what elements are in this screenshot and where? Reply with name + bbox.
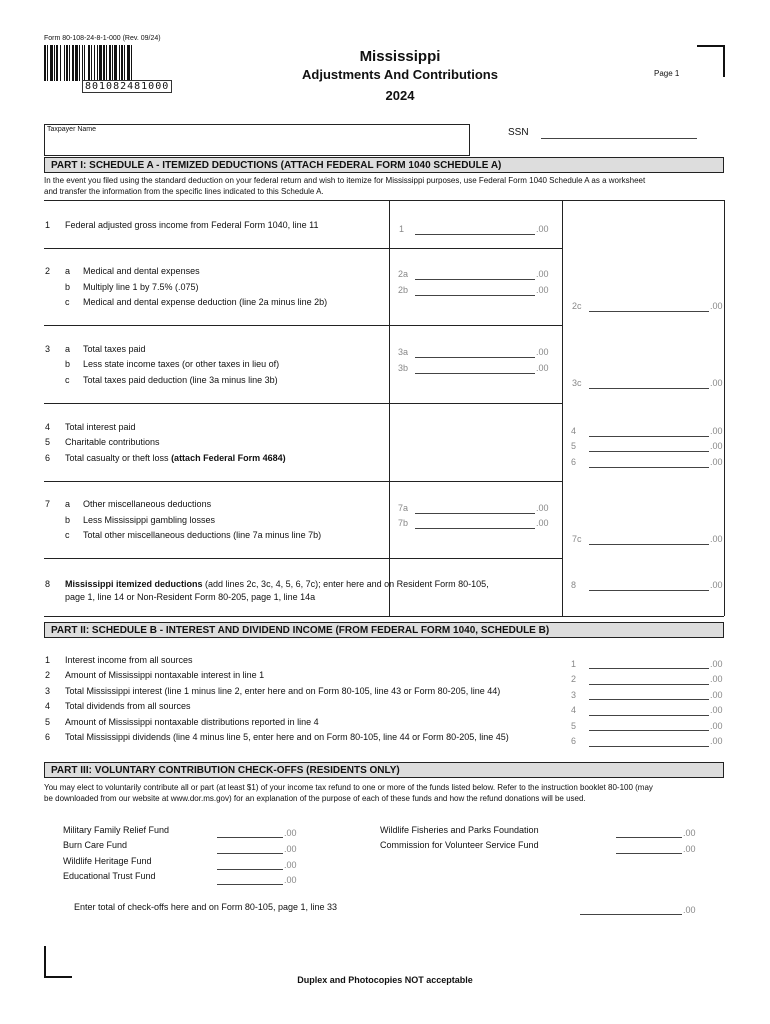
cents: .00 [536, 285, 549, 295]
part3-instructions-2: be downloaded from our website at www.dor.ms.gov) for an explanation of the purpose of each of these funds and how the refund donations will be used. [44, 794, 586, 803]
line-number: 4 [45, 422, 51, 432]
barcode [44, 45, 206, 81]
box-label: 7b [398, 518, 409, 528]
fund-wildlife-fisheries-parks: Wildlife Fisheries and Parks Foundation [380, 825, 539, 835]
box-label: 1 [571, 659, 577, 669]
part2-line-5-label: Amount of Mississippi nontaxable distributions reported in line 4 [65, 717, 319, 727]
line-1-label: Federal adjusted gross income from Federal Form 1040, line 11 [65, 220, 319, 230]
line-1-input[interactable] [415, 234, 535, 235]
box-label: 4 [571, 705, 577, 715]
box-label: 2c [572, 301, 582, 311]
cents: .00 [536, 269, 549, 279]
line-letter: c [65, 530, 70, 540]
fund-military-family-relief: Military Family Relief Fund [63, 825, 170, 835]
fund-military-family-relief-input[interactable] [217, 837, 283, 838]
box-label: 3c [572, 378, 582, 388]
line-7c-label: Total other miscellaneous deductions (line 7a minus line 7b) [83, 530, 322, 540]
box-label: 5 [571, 721, 577, 731]
box-label: 2 [571, 674, 577, 684]
line-7b-label: Less Mississippi gambling losses [83, 515, 216, 525]
cents: .00 [710, 301, 723, 311]
fund-wildlife-fisheries-parks-input[interactable] [616, 837, 682, 838]
box-label: 7a [398, 503, 409, 513]
line-letter: b [65, 515, 71, 525]
line-3c-input[interactable] [589, 388, 709, 389]
part3-instructions-1: You may elect to voluntarily contribute all or part (at least $1) of your income tax refund to one or more of the funds listed below. Refer to the instruction booklet 80-100 (may [44, 783, 653, 792]
line-number: 7 [45, 499, 51, 509]
line-5-input[interactable] [589, 451, 709, 452]
line-letter: c [65, 375, 70, 385]
form-title-state: Mississippi [359, 48, 441, 65]
box-label: 7c [572, 534, 582, 544]
part2-line-1-label: Interest income from all sources [65, 655, 193, 665]
line-letter: a [65, 266, 71, 276]
box-label: 5 [571, 441, 577, 451]
cents: .00 [536, 363, 549, 373]
line-number: 2 [45, 266, 51, 276]
checkoff-total-input[interactable] [580, 914, 682, 915]
line-number: 6 [45, 453, 51, 463]
line-letter: b [65, 282, 71, 292]
line-8-label: Mississippi itemized deductions (add lines 2c, 3c, 4, 5, 6, 7c); enter here and on Resident Form 80-105, [65, 579, 489, 589]
cents: .00 [710, 659, 723, 669]
form-id: Form 80-108-24-8-1-000 (Rev. 09/24) [44, 35, 161, 42]
part2-line-5-input[interactable] [589, 730, 709, 731]
part2-line-1-input[interactable] [589, 668, 709, 669]
line-4-input[interactable] [589, 436, 709, 437]
fund-educational-trust: Educational Trust Fund [63, 871, 156, 881]
line-number: 6 [45, 732, 51, 742]
line-letter: c [65, 297, 70, 307]
corner-mark-top-right [697, 45, 725, 77]
cents: .00 [536, 518, 549, 528]
form-title: Adjustments And Contributions [302, 67, 498, 82]
cents: .00 [284, 860, 297, 870]
part2-line-4-input[interactable] [589, 715, 709, 716]
box-label: 1 [399, 224, 405, 234]
part2-line-3-label: Total Mississippi interest (line 1 minus line 2, enter here and on Form 80-105, line 43 or Form 80-205, line 44) [65, 686, 501, 696]
line-letter: b [65, 359, 71, 369]
part2-line-6-input[interactable] [589, 746, 709, 747]
line-2b-input[interactable] [415, 295, 535, 296]
box-label: 2b [398, 285, 409, 295]
box-label: 6 [571, 457, 577, 467]
line-3a-label: Total taxes paid [83, 344, 146, 354]
taxpayer-name-label: Taxpayer Name [47, 126, 97, 133]
fund-wildlife-heritage: Wildlife Heritage Fund [63, 856, 152, 866]
part2-line-6-label: Total Mississippi dividends (line 4 minus line 5, enter here and on Form 80-105, line 44 or Form 80-205, line 45) [65, 732, 509, 742]
box-label: 3 [571, 690, 577, 700]
cents: .00 [284, 828, 297, 838]
corner-mark-bottom-left [44, 946, 72, 978]
cents: .00 [536, 503, 549, 513]
cents: .00 [710, 378, 723, 388]
part2-line-3-input[interactable] [589, 699, 709, 700]
fund-burn-care: Burn Care Fund [63, 840, 128, 850]
line-number: 1 [45, 220, 51, 230]
line-number: 3 [45, 344, 51, 354]
line-number: 4 [45, 701, 51, 711]
part2-heading: PART II: SCHEDULE B - INTEREST AND DIVIDEND INCOME (FROM FEDERAL FORM 1040, SCHEDULE B) [44, 622, 724, 638]
fund-wildlife-heritage-input[interactable] [217, 869, 283, 870]
form-year: 2024 [385, 88, 415, 103]
fund-educational-trust-input[interactable] [217, 884, 283, 885]
line-number: 2 [45, 670, 51, 680]
line-7c-input[interactable] [589, 544, 709, 545]
line-8-input[interactable] [589, 590, 709, 591]
fund-volunteer-service: Commission for Volunteer Service Fund [380, 840, 539, 850]
line-3c-label: Total taxes paid deduction (line 3a minus line 3b) [83, 375, 278, 385]
line-3b-label: Less state income taxes (or other taxes in lieu of) [83, 359, 280, 369]
ssn-field[interactable] [541, 138, 697, 139]
line-number: 1 [45, 655, 51, 665]
line-7a-label: Other miscellaneous deductions [83, 499, 212, 509]
line-7b-input[interactable] [415, 528, 535, 529]
cents: .00 [284, 875, 297, 885]
cents: .00 [683, 905, 696, 915]
line-number: 5 [45, 437, 51, 447]
part3-heading: PART III: VOLUNTARY CONTRIBUTION CHECK-OFFS (RESIDENTS ONLY) [44, 762, 724, 778]
part2-line-4-label: Total dividends from all sources [65, 701, 191, 711]
cents: .00 [710, 736, 723, 746]
line-number: 3 [45, 686, 51, 696]
taxpayer-name-field[interactable] [44, 124, 470, 156]
cents: .00 [284, 844, 297, 854]
part1-heading: PART I: SCHEDULE A - ITEMIZED DEDUCTIONS (ATTACH FEDERAL FORM 1040 SCHEDULE A) [44, 157, 724, 173]
cents: .00 [710, 534, 723, 544]
cents: .00 [683, 828, 696, 838]
cents: .00 [536, 224, 549, 234]
line-number: 8 [45, 579, 51, 589]
line-3b-input[interactable] [415, 373, 535, 374]
line-4-label: Total interest paid [65, 422, 136, 432]
box-label: 4 [571, 426, 577, 436]
line-5-label: Charitable contributions [65, 437, 160, 447]
cents: .00 [710, 721, 723, 731]
cents: .00 [710, 580, 723, 590]
line-letter: a [65, 499, 71, 509]
fund-burn-care-input[interactable] [217, 853, 283, 854]
line-3a-input[interactable] [415, 357, 535, 358]
line-2a-label: Medical and dental expenses [83, 266, 200, 276]
line-2a-input[interactable] [415, 279, 535, 280]
cents: .00 [710, 457, 723, 467]
footer-note: Duplex and Photocopies NOT acceptable [297, 975, 473, 985]
line-6-input[interactable] [589, 467, 709, 468]
barcode-number: 801082481000 [82, 80, 172, 93]
box-label: 3b [398, 363, 409, 373]
box-label: 3a [398, 347, 409, 357]
fund-volunteer-service-input[interactable] [616, 853, 682, 854]
line-8-label-2: page 1, line 14 or Non-Resident Form 80-205, page 1, line 14a [65, 592, 316, 602]
box-label: 2a [398, 269, 409, 279]
box-label: 6 [571, 736, 577, 746]
line-number: 5 [45, 717, 51, 727]
cents: .00 [536, 347, 549, 357]
cents: .00 [710, 426, 723, 436]
checkoff-total-label: Enter total of check-offs here and on Form 80-105, page 1, line 33 [74, 902, 337, 912]
ssn-label: SSN [508, 127, 529, 138]
part1-instructions-2: and transfer the information from the specific lines indicated to this Schedule A. [44, 187, 324, 196]
part2-line-2-label: Amount of Mississippi nontaxable interest in line 1 [65, 670, 265, 680]
cents: .00 [710, 441, 723, 451]
line-2c-label: Medical and dental expense deduction (line 2a minus line 2b) [83, 297, 328, 307]
box-label: 8 [571, 580, 577, 590]
cents: .00 [710, 705, 723, 715]
part1-instructions-1: In the event you filed using the standard deduction on your federal return and wish to itemize for Mississippi purposes, use Federal Form 1040 Schedule A as a worksheet [44, 176, 646, 185]
cents: .00 [710, 674, 723, 684]
cents: .00 [683, 844, 696, 854]
page-label: Page 1 [654, 69, 680, 78]
line-letter: a [65, 344, 71, 354]
line-2b-label: Multiply line 1 by 7.5% (.075) [83, 282, 199, 292]
line-6-label: Total casualty or theft loss (attach Federal Form 4684) [65, 453, 286, 463]
line-7a-input[interactable] [415, 513, 535, 514]
cents: .00 [710, 690, 723, 700]
line-2c-input[interactable] [589, 311, 709, 312]
part2-line-2-input[interactable] [589, 684, 709, 685]
